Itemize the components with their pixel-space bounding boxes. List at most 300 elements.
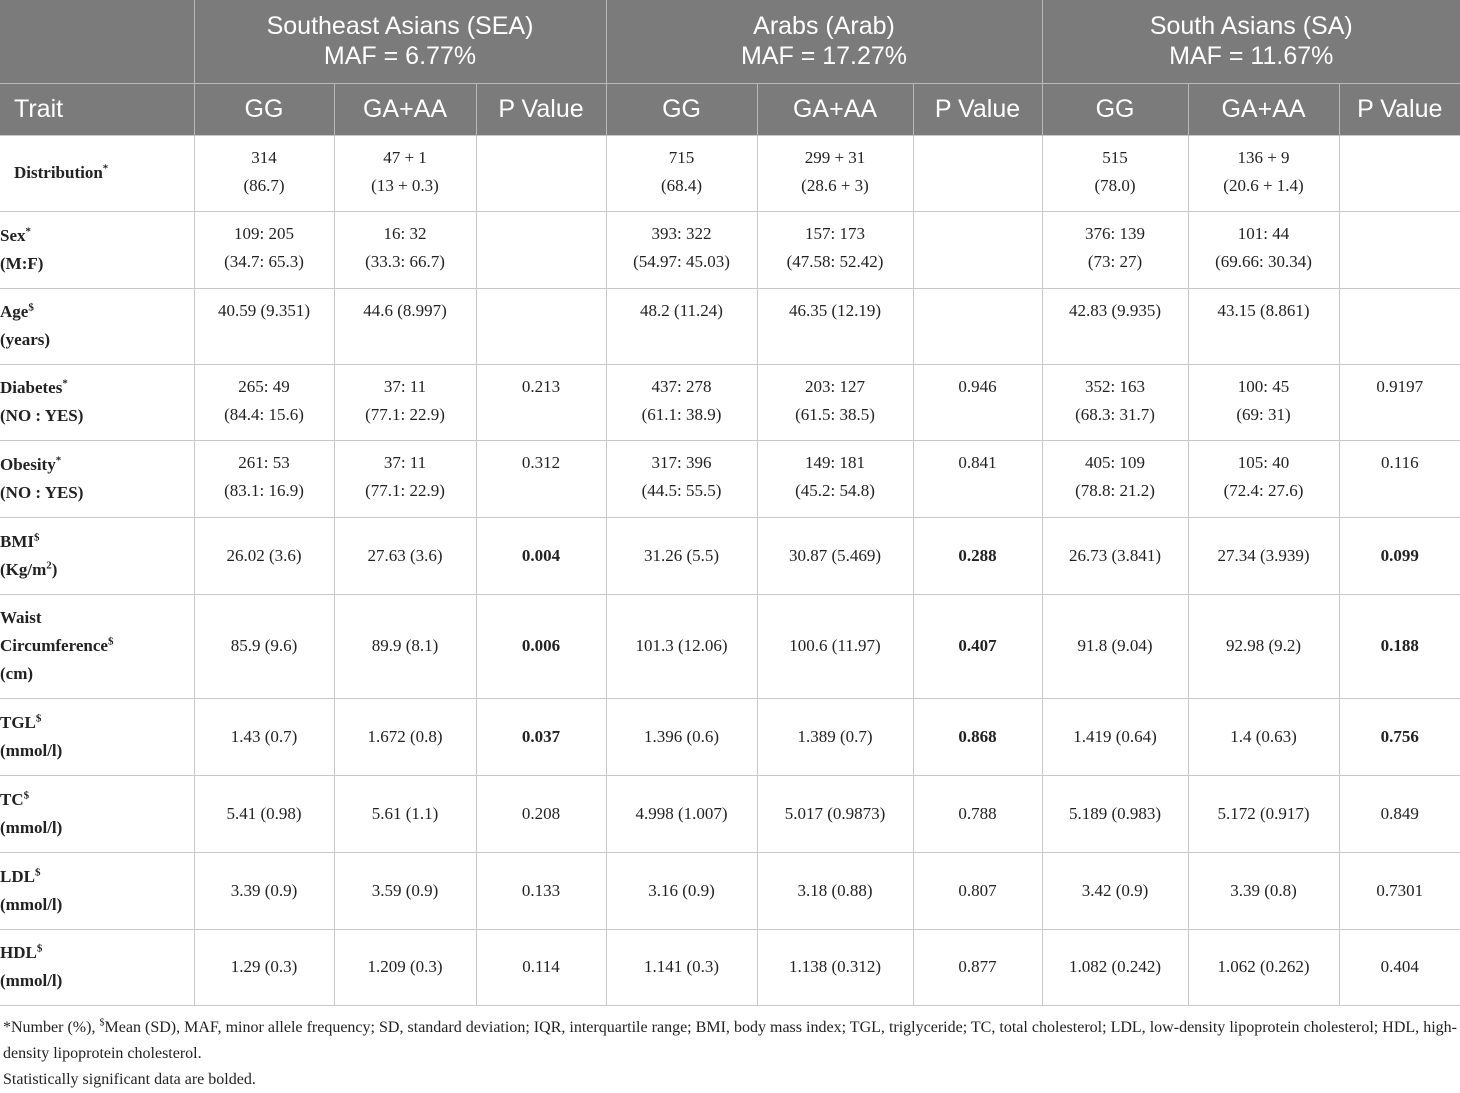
trait-mark: *: [55, 453, 62, 466]
value-cell: [194, 775, 334, 852]
p-value-cell: [913, 852, 1042, 929]
trait-unit: [0, 814, 194, 842]
p-value-cell: [1339, 517, 1460, 594]
table-row: [0, 698, 1460, 775]
header-blank-cell: [0, 0, 194, 83]
cell-value: 16: 32: [383, 223, 427, 243]
cell-value: 37: 11: [383, 376, 427, 396]
cell-value: 1.209 (0.3): [367, 957, 443, 976]
p-value-cell: [913, 440, 1042, 517]
cell-value: 0.756: [1380, 726, 1419, 746]
p-value-cell: [913, 288, 1042, 364]
value-cell: [757, 288, 913, 364]
p-value-cell: [1339, 135, 1460, 211]
value-cell: [1188, 775, 1339, 852]
cell-value: 1.419 (0.64): [1073, 726, 1157, 746]
trait-unit-text: (NO : YES): [0, 482, 84, 502]
trait-unit: [0, 402, 194, 430]
p-value-cell: [1339, 364, 1460, 440]
cell-value: 0.807: [958, 880, 997, 900]
cell-value: 48.2 (11.24): [640, 300, 723, 320]
cell-value: 5.017 (0.9873): [784, 803, 886, 823]
cell-value: 1.4 (0.63): [1230, 726, 1297, 746]
cell-value: 0.312: [521, 452, 561, 472]
cell-value: 101: 44: [1237, 223, 1290, 243]
cell-percentage: (33.3: 66.7): [365, 251, 445, 271]
trait-label-line: [0, 222, 194, 250]
value-cell: [194, 594, 334, 698]
value-cell: [757, 929, 913, 1005]
p-value-cell: [476, 852, 606, 929]
p-value-cell: [476, 211, 606, 288]
value-cell: [1042, 852, 1188, 929]
footnote-significance-note: Statistically significant data are bolded.: [3, 1071, 256, 1088]
trait-cell: [0, 211, 194, 288]
trait-mark: $: [36, 942, 43, 955]
value-cell: [334, 775, 476, 852]
cell-value: 0.849: [1380, 803, 1419, 823]
cell-value: 100.6 (11.97): [789, 636, 881, 655]
unit-close-paren: ): [51, 559, 58, 579]
value-cell: [194, 211, 334, 288]
p-value-cell: [913, 135, 1042, 211]
value-cell: [1042, 775, 1188, 852]
cell-value: 30.87 (5.469): [788, 545, 882, 565]
trait-label: Sex: [0, 225, 26, 245]
cell-value: 0.788: [958, 803, 997, 823]
value-cell: [194, 440, 334, 517]
trait-unit: [0, 250, 194, 278]
cell-value: 0.9197: [1376, 376, 1424, 396]
cell-value: 46.35 (12.19): [788, 300, 882, 320]
cell-percentage: (69: 31): [1236, 404, 1291, 424]
p-value-cell: [913, 211, 1042, 288]
value-cell: [1188, 288, 1339, 364]
cell-percentage: (45.2: 54.8): [795, 480, 875, 500]
cell-value: 393: 322: [651, 223, 712, 243]
trait-unit-text: (mmol/l): [0, 971, 63, 990]
cell-value: 37: 11: [383, 452, 427, 472]
cell-value: 31.26 (5.5): [643, 545, 720, 565]
trait-cell: [0, 288, 194, 364]
value-cell: [1188, 135, 1339, 211]
cell-value: 376: 139: [1085, 223, 1145, 243]
p-value-cell: [1339, 775, 1460, 852]
group-maf: MAF = 17.27%: [740, 42, 908, 71]
trait-mark: $: [34, 865, 41, 878]
p-value-cell: [1339, 929, 1460, 1005]
table-row: [0, 135, 1460, 211]
cell-value: 100: 45: [1237, 376, 1290, 396]
value-cell: [757, 211, 913, 288]
cell-percentage: (54.97: 45.03): [633, 251, 730, 271]
value-cell: [606, 775, 757, 852]
trait-unit-text: (M:F): [0, 253, 44, 273]
cell-value: 5.61 (1.1): [371, 803, 439, 823]
value-cell: [1188, 211, 1339, 288]
trait-cell: [0, 594, 194, 698]
cell-value: 3.42 (0.9): [1081, 880, 1149, 900]
value-cell: [757, 852, 913, 929]
footnote-number-text: Number (%),: [11, 1019, 100, 1036]
cell-value: 0.946: [958, 376, 997, 396]
value-cell: [1042, 929, 1188, 1005]
group-name: Arabs (Arab): [753, 12, 895, 41]
column-header-gg: GG: [194, 83, 334, 135]
trait-mark: $: [34, 530, 40, 543]
trait-cell: [0, 775, 194, 852]
cell-percentage: (20.6 + 1.4): [1223, 175, 1304, 195]
value-cell: [606, 517, 757, 594]
p-value-cell: [1339, 211, 1460, 288]
trait-mark: $: [107, 635, 114, 648]
trait-label: BMI: [0, 531, 34, 551]
column-header-pvalue: P Value: [476, 83, 606, 135]
p-value-cell: [913, 929, 1042, 1005]
table-row: [0, 364, 1460, 440]
value-cell: [606, 288, 757, 364]
cell-value: 405: 109: [1085, 452, 1145, 472]
value-cell: [757, 517, 913, 594]
cell-percentage: (47.58: 52.42): [786, 251, 884, 271]
trait-label-line: [0, 451, 194, 479]
group-header-sea: [194, 0, 606, 83]
cell-value: 1.082 (0.242): [1068, 957, 1162, 976]
column-header-gaaa: GA+AA: [757, 83, 913, 135]
p-value-cell: [913, 517, 1042, 594]
trait-label: Distribution: [14, 163, 103, 182]
cell-value: 44.6 (8.997): [363, 300, 447, 320]
cell-value: 0.7301: [1376, 880, 1424, 900]
p-value-cell: [476, 698, 606, 775]
column-header-pvalue: P Value: [1339, 83, 1460, 135]
cell-value: 0.114: [522, 957, 560, 976]
cell-value: 27.34 (3.939): [1217, 545, 1310, 565]
cell-value: 5.172 (0.917): [1217, 803, 1310, 823]
trait-unit-text: (mmol/l): [0, 817, 63, 837]
cell-value: 352: 163: [1085, 376, 1145, 396]
table-footnote: [3, 1015, 1457, 1093]
trait-unit: [0, 326, 194, 354]
value-cell: [334, 852, 476, 929]
value-cell: [757, 364, 913, 440]
group-header-arab: [606, 0, 1042, 83]
table-row: [0, 211, 1460, 288]
footnote-abbreviations: Mean (SD), MAF, minor allele frequency; SD, standard deviation; IQR, interquartile range; BMI, body mass index; TGL, triglyceride; TC, total cholesterol; LDL, low-density lipoprotein cholesterol; HDL, high-density lipoprotein cholesterol.: [3, 1019, 1457, 1062]
value-cell: [1042, 698, 1188, 775]
value-cell: [334, 929, 476, 1005]
footnote-dollar-mark: $: [99, 1017, 105, 1029]
trait-mark: $: [28, 301, 34, 314]
cell-value: 26.73 (3.841): [1068, 545, 1162, 565]
value-cell: [1188, 517, 1339, 594]
value-cell: [606, 135, 757, 211]
trait-label: LDL: [0, 866, 35, 886]
trait-cell: [0, 929, 194, 1005]
trait-unit: [0, 556, 194, 584]
cell-percentage: (77.1: 22.9): [365, 404, 445, 424]
cell-value: 1.138 (0.312): [788, 957, 882, 976]
cell-value: 0.208: [521, 803, 561, 823]
trait-label: TGL: [0, 712, 36, 732]
column-header-trait: Trait: [0, 83, 194, 135]
table-row: [0, 594, 1460, 698]
value-cell: [606, 594, 757, 698]
trait-cell: [0, 517, 194, 594]
group-name: Southeast Asians (SEA): [266, 12, 534, 41]
p-value-cell: [476, 135, 606, 211]
value-cell: [606, 929, 757, 1005]
cell-value: 40.59 (9.351): [217, 300, 311, 320]
cell-value: 317: 396: [651, 452, 712, 472]
value-cell: [1188, 852, 1339, 929]
trait-label-line: [0, 939, 194, 967]
cell-value: 515: [1102, 147, 1128, 167]
value-cell: [1188, 594, 1339, 698]
table-row: [0, 440, 1460, 517]
cell-value: 149: 181: [805, 452, 865, 472]
trait-label-line2: [0, 632, 194, 660]
cell-percentage: (68.4): [660, 175, 703, 195]
cell-value: 1.389 (0.7): [797, 726, 873, 746]
value-cell: [757, 594, 913, 698]
cell-percentage: (78.0): [1094, 175, 1136, 195]
trait-unit-text: (Kg/m: [0, 559, 47, 579]
value-cell: [194, 517, 334, 594]
trait-label: Diabetes: [0, 378, 63, 397]
column-header-gaaa: GA+AA: [1188, 83, 1339, 135]
value-cell: [1188, 929, 1339, 1005]
trait-cell: [0, 852, 194, 929]
p-value-cell: [476, 929, 606, 1005]
value-cell: [334, 211, 476, 288]
cell-value: 203: 127: [805, 376, 865, 396]
trait-label-line: [0, 709, 194, 737]
cell-value: 3.39 (0.9): [230, 880, 298, 900]
value-cell: [194, 135, 334, 211]
cell-value: 0.099: [1380, 545, 1419, 565]
cell-value: 0.407: [958, 636, 997, 655]
value-cell: [606, 852, 757, 929]
cell-value: 5.189 (0.983): [1068, 803, 1162, 823]
cell-value: 0.133: [521, 880, 561, 900]
cell-percentage: (44.5: 55.5): [641, 480, 722, 500]
trait-unit-text: (cm): [0, 664, 34, 683]
trait-label: TC: [0, 789, 24, 809]
value-cell: [1188, 364, 1339, 440]
cell-value: 0.288: [958, 545, 997, 565]
value-cell: [757, 775, 913, 852]
trait-unit-text: (years): [0, 330, 51, 349]
value-cell: [1042, 364, 1188, 440]
group-name: South Asians (SA): [1149, 12, 1353, 41]
cell-value: 0.213: [521, 376, 561, 396]
value-cell: [1042, 211, 1188, 288]
trait-mark: *: [102, 162, 109, 175]
value-cell: [606, 698, 757, 775]
cell-percentage: (84.4: 15.6): [224, 404, 304, 424]
trait-label-line: [14, 159, 194, 187]
cell-value: 1.396 (0.6): [643, 726, 720, 746]
table-row: [0, 852, 1460, 929]
trait-label: Obesity: [0, 454, 56, 474]
trait-cell: [0, 698, 194, 775]
trait-label-line: [0, 374, 194, 402]
trait-mark: *: [25, 224, 31, 237]
cell-value: 136 + 9: [1237, 147, 1290, 167]
cell-value: 1.29 (0.3): [230, 957, 298, 976]
cell-value: 105: 40: [1237, 452, 1290, 472]
value-cell: [606, 364, 757, 440]
p-value-cell: [1339, 698, 1460, 775]
value-cell: [1042, 594, 1188, 698]
value-cell: [1042, 517, 1188, 594]
cell-value: 3.59 (0.9): [371, 880, 439, 900]
trait-mark: $: [23, 788, 30, 801]
value-cell: [194, 288, 334, 364]
table-row: [0, 288, 1460, 364]
column-header-gg: GG: [606, 83, 757, 135]
cell-percentage: (61.5: 38.5): [795, 404, 875, 424]
value-cell: [1042, 288, 1188, 364]
cell-value: 299 + 31: [804, 147, 866, 167]
value-cell: [606, 211, 757, 288]
cell-percentage: (83.1: 16.9): [224, 480, 304, 500]
p-value-cell: [913, 698, 1042, 775]
cell-percentage: (34.7: 65.3): [224, 251, 304, 271]
value-cell: [334, 440, 476, 517]
cell-percentage: (77.1: 22.9): [365, 480, 445, 500]
value-cell: [1188, 698, 1339, 775]
table-row: [0, 775, 1460, 852]
cell-value: 0.006: [521, 636, 561, 655]
p-value-cell: [476, 364, 606, 440]
value-cell: [334, 288, 476, 364]
cell-value: 265: 49: [238, 376, 290, 396]
trait-cell: [0, 364, 194, 440]
cell-percentage: (86.7): [243, 175, 285, 195]
p-value-cell: [913, 364, 1042, 440]
trait-label: Waist: [0, 608, 42, 627]
trait-cell: [0, 135, 194, 211]
p-value-cell: [913, 594, 1042, 698]
group-header-row: [0, 0, 1460, 83]
trait-mark: $: [35, 711, 42, 724]
cell-value: 0.004: [521, 545, 561, 565]
cell-percentage: (61.1: 38.9): [641, 404, 722, 424]
trait-unit-text: (mmol/l): [0, 894, 63, 914]
cell-value: 1.672 (0.8): [367, 726, 443, 746]
p-value-cell: [1339, 288, 1460, 364]
cell-value: 42.83 (9.935): [1068, 300, 1162, 320]
trait-cell: [0, 440, 194, 517]
cell-value: 1.062 (0.262): [1217, 957, 1310, 976]
cell-value: 157: 173: [805, 223, 865, 243]
cell-value: 1.141 (0.3): [643, 957, 720, 976]
value-cell: [757, 698, 913, 775]
value-cell: [1042, 135, 1188, 211]
table-row: [0, 929, 1460, 1005]
group-maf: MAF = 6.77%: [323, 42, 477, 71]
table-row: [0, 517, 1460, 594]
p-value-cell: [913, 775, 1042, 852]
cell-value: 101.3 (12.06): [635, 636, 728, 655]
trait-unit: [0, 479, 194, 507]
value-cell: [334, 364, 476, 440]
cell-percentage: (68.3: 31.7): [1075, 404, 1155, 424]
trait-unit-text: (mmol/l): [0, 740, 63, 760]
value-cell: [194, 852, 334, 929]
cell-value: 437: 278: [651, 376, 712, 396]
cell-value: 89.9 (8.1): [371, 636, 439, 655]
p-value-cell: [476, 440, 606, 517]
cell-value: 0.841: [958, 452, 997, 472]
cell-value: 47 + 1: [383, 147, 427, 167]
trait-unit: [0, 660, 194, 688]
value-cell: [334, 517, 476, 594]
cell-value: 91.8 (9.04): [1077, 636, 1153, 655]
cell-value: 0.404: [1380, 957, 1419, 976]
cell-value: 0.877: [958, 957, 997, 976]
trait-unit: [0, 891, 194, 919]
p-value-cell: [1339, 594, 1460, 698]
trait-unit: [0, 967, 194, 995]
group-maf: MAF = 11.67%: [1169, 42, 1334, 71]
cell-value: 3.39 (0.8): [1230, 880, 1297, 900]
cell-percentage: (78.8: 21.2): [1075, 480, 1155, 500]
p-value-cell: [1339, 852, 1460, 929]
cell-value: 261: 53: [238, 452, 290, 472]
value-cell: [1042, 440, 1188, 517]
value-cell: [194, 364, 334, 440]
cell-value: 92.98 (9.2): [1225, 636, 1302, 655]
p-value-cell: [476, 288, 606, 364]
value-cell: [1188, 440, 1339, 517]
value-cell: [334, 594, 476, 698]
cell-value: 43.15 (8.861): [1217, 300, 1310, 320]
p-value-cell: [476, 517, 606, 594]
trait-mark: *: [62, 377, 68, 390]
cell-value: 0.188: [1380, 636, 1419, 655]
trait-label-line: [0, 863, 194, 891]
cell-value: 0.037: [521, 726, 561, 746]
p-value-cell: [1339, 440, 1460, 517]
cell-value: 0.116: [1380, 452, 1419, 472]
column-header-gaaa: GA+AA: [334, 83, 476, 135]
footnote-star-mark: *: [3, 1019, 11, 1036]
cell-value: 3.16 (0.9): [648, 880, 715, 900]
trait-label-text: Circumference: [0, 636, 108, 655]
cell-percentage: (73: 27): [1087, 251, 1143, 271]
column-header-pvalue: P Value: [913, 83, 1042, 135]
value-cell: [757, 440, 913, 517]
cell-value: 4.998 (1.007): [635, 803, 728, 823]
cell-value: 85.9 (9.6): [230, 636, 298, 655]
table-body: [0, 135, 1460, 1005]
cell-percentage: (69.66: 30.34): [1215, 251, 1312, 271]
value-cell: [334, 698, 476, 775]
p-value-cell: [476, 775, 606, 852]
trait-label: Age: [0, 302, 29, 321]
cell-value: 715: [668, 147, 695, 167]
value-cell: [757, 135, 913, 211]
cell-value: 5.41 (0.98): [226, 803, 302, 823]
cell-value: 26.02 (3.6): [226, 545, 302, 565]
column-header-gg: GG: [1042, 83, 1188, 135]
cell-value: 27.63 (3.6): [367, 545, 443, 565]
cell-value: 109: 205: [234, 223, 294, 243]
cell-value: 314: [251, 147, 277, 167]
